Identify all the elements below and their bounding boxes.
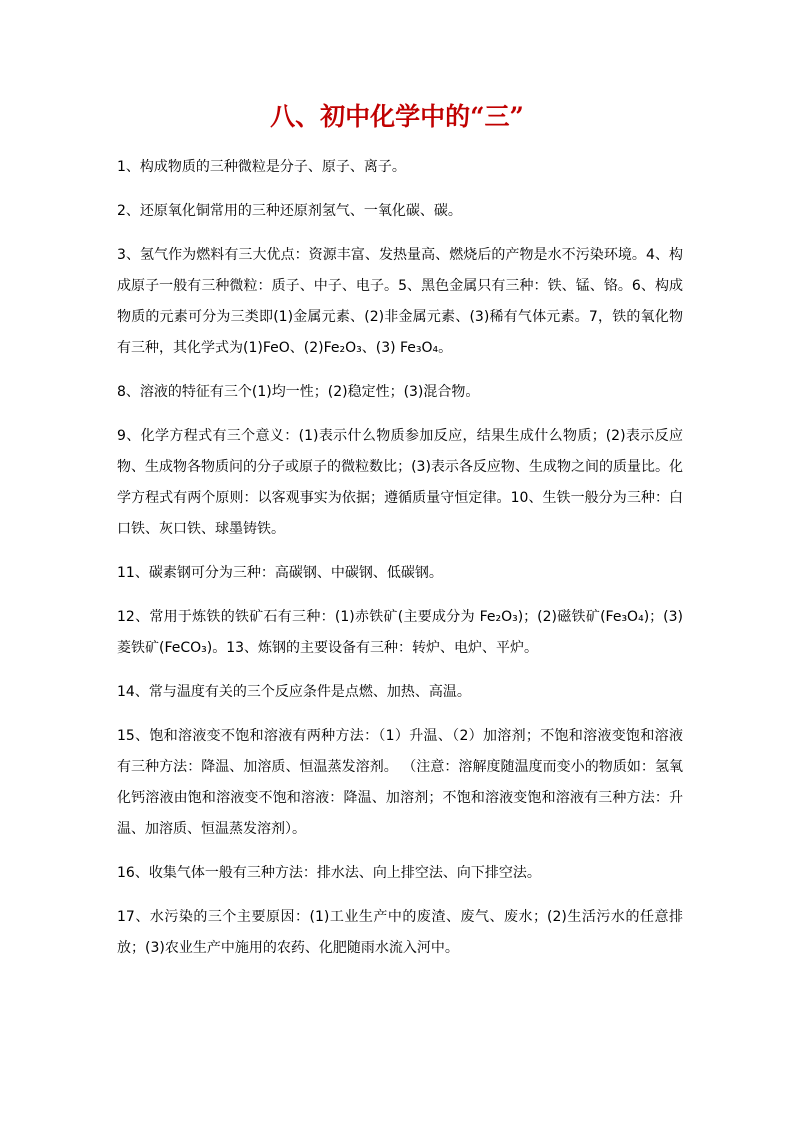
- paragraph-8: 8、溶液的特征有三个(1)均一性；(2)稳定性；(3)混合物。: [117, 384, 480, 400]
- paragraph-9-10: 9、化学方程式有三个意义：(1)表示什么物质参加反应，结果生成什么物质；(2)表示反应物、生成物各物质问的分子或原子的微粒数比；(3)表示各反应物、生成物之间的质量比。化学方程式有两个原则：以客观事实为依据；遵循质量守恒定律。10、生铁一般分为三种：白口铁、灰口铁、球墨铸铁。: [117, 428, 683, 537]
- paragraph-1: 1、构成物质的三种微粒是分子、原子、离子。: [117, 159, 406, 175]
- paragraph-14: 14、常与温度有关的三个反应条件是点燃、加热、高温。: [117, 684, 471, 700]
- page-title: 八、初中化学中的“三”: [270, 102, 524, 131]
- paragraph-2: 2、还原氧化铜常用的三种还原剂氢气、一氧化碳、碳。: [117, 203, 462, 219]
- paragraph-3-7: 3、氢气作为燃料有三大优点：资源丰富、发热量高、燃烧后的产物是水不污染环境。4、构成原子一般有三种微粒：质子、中子、电子。5、黑色金属只有三种：铁、锰、铬。6、构成物质的元素可分为三类即(1)金属元素、(2)非金属元素、(3)稀有气体元素。7，铁的氧化物有三种，其化学式为(1)FeO、(2)Fe₂O₃、(3) Fe₃O₄。: [117, 247, 683, 356]
- paragraph-15: 15、饱和溶液变不饱和溶液有两种方法：（1）升温、（2）加溶剂；不饱和溶液变饱和溶液有三种方法：降温、加溶质、恒温蒸发溶剂。 （注意：溶解度随温度而变小的物质如：氢氧化钙溶液由饱和溶液变不饱和溶液：降温、加溶剂；不饱和溶液变饱和溶液有三种方法：升温、加溶质、恒温蒸发溶剂）。: [117, 728, 683, 837]
- paragraph-17: 17、水污染的三个主要原因：(1)工业生产中的废渣、废气、废水；(2)生活污水的任意排放；(3)农业生产中施用的农药、化肥随雨水流入河中。: [117, 909, 683, 956]
- paragraph-11: 11、碳素钢可分为三种：高碳钢、中碳钢、低碳钢。: [117, 565, 443, 581]
- document-body: [117, 152, 683, 977]
- paragraph-16: 16、收集气体一般有三种方法：排水法、向上排空法、向下排空法。: [117, 865, 541, 881]
- paragraph-12-13: 12、常用于炼铁的铁矿石有三种：(1)赤铁矿(主要成分为 Fe₂O₃)；(2)磁铁矿(Fe₃O₄)；(3)菱铁矿(FeCO₃)。13、炼钢的主要设备有三种：转炉、电炉、平炉。: [117, 609, 683, 656]
